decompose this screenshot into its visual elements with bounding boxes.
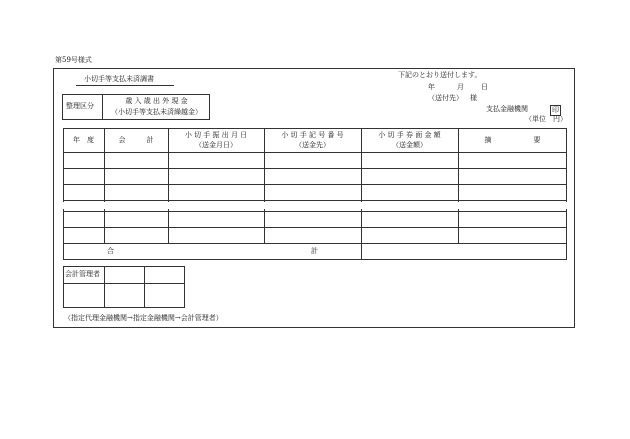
row-line-3 [63,200,567,201]
classification-label: 整理区分 [66,102,94,110]
total-label-right: 計 [311,247,318,255]
classification-line2: （小切手等支払未済繰越金） [111,108,202,116]
accountant-label: 会計管理者 [65,270,100,278]
payer-bank-label: 支払金融機関 [486,105,528,113]
classification-line1: 歳 入 歳 出 外 現 金 [125,97,188,105]
recipient-honorific: 様 [470,94,477,102]
header-check-number: 小 切 手 記 号 番 号 [281,131,344,139]
total-label-left: 合 [107,247,114,255]
header-issue-date: 小 切 手 振 出 月 日 [184,131,248,139]
form-title: 小切手等支払未済調書 [84,75,154,83]
header-issue-date-sub: （送金月日） [195,141,237,149]
seal-mark: 印 [552,106,559,114]
row-line-2 [63,184,567,185]
row-line-4 [63,211,567,212]
table-omission-gap [63,202,567,209]
date-day-label: 日 [481,83,488,91]
date-month-label: 月 [457,83,464,91]
row-line-5 [63,227,567,228]
form-number: 第59号様式 [55,56,92,64]
title-underline [76,85,174,86]
header-face-amount-sub: （送金額） [392,141,427,149]
header-remarks: 摘 要 [484,136,541,144]
accountant-row-line [63,283,185,284]
recipient-label: （送付先） [428,94,463,102]
row-line-1 [63,168,567,169]
total-top-line [63,243,567,244]
routing-note: （指定代理金融機関→指定金融機関→会計管理者） [64,314,223,322]
accountant-col-2 [144,266,145,308]
header-check-number-sub: （送金先） [295,141,330,149]
header-face-amount: 小 切 手 券 面 金 額 [378,131,441,139]
header-account: 会 計 [118,136,154,144]
header-fiscal-year: 年 度 [73,136,94,144]
col-divider-1 [104,128,105,243]
accountant-col-1 [104,266,105,308]
date-year-label: 年 [428,83,435,91]
header-bottom-line [63,152,567,153]
unit-label: （単位 円） [525,115,567,123]
col-divider-5 [458,128,459,243]
sent-statement: 下記のとおり送付します。 [398,71,482,79]
